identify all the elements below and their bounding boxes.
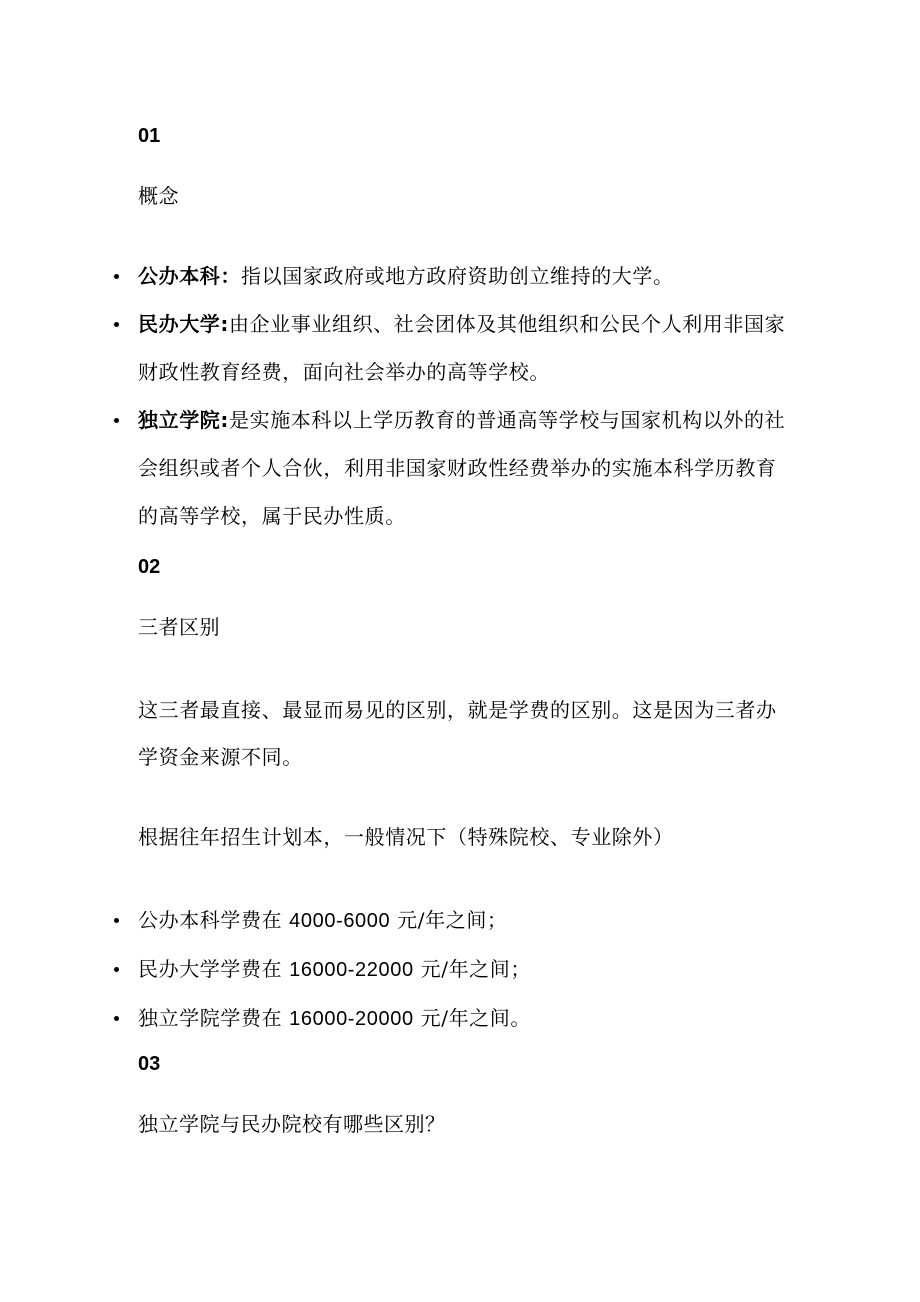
section-title: 独立学院与民办院校有哪些区别？ [138,1112,446,1136]
fee-prefix: 公办本科学费在 [138,908,290,932]
section-number: 01 [138,125,161,147]
bullet-icon [114,967,119,972]
paragraph: 这三者最直接、最显而易见的区别，就是学费的区别。这是因为三者办学资金来源不同。 [138,698,777,769]
bullet-icon [114,918,119,923]
term-label: 民办大学: [138,312,229,336]
fee-suffix: 元/年之间； [413,957,531,981]
fee-prefix: 独立学院学费在 [138,1006,290,1030]
term-definition: 指以国家政府或地方政府资助创立维持的大学。 [241,264,674,288]
paragraph: 根据往年招生计划本，一般情况下（特殊院校、专业除外） [138,825,674,849]
term-definition: 是实施本科以上学历教育的普通高等学校与国家机构以外的社会组织或者个人合伙，利用非国家财政性经费举办的实施本科学历教育的高等学校，属于民办性质。 [138,408,786,528]
section-title: 三者区别 [138,615,220,639]
fee-range: 16000-20000 [289,1008,414,1030]
bullet-icon [114,418,119,423]
fee-range: 4000-6000 [289,910,391,932]
fee-suffix: 元/年之间。 [413,1006,531,1030]
section-title: 概念 [138,184,179,208]
term-label: 独立学院: [138,408,229,432]
bullet-icon [114,322,119,327]
bullet-icon [114,274,119,279]
list-item [0,994,788,1043]
term-label: 公办本科： [138,264,241,288]
list-item [0,945,788,994]
list-item [0,252,788,300]
list-item [0,396,788,540]
fee-list [0,896,920,1043]
bullet-icon [114,1016,119,1021]
term-definition: 由企业事业组织、社会团体及其他组织和公民个人利用非国家财政性教育经费，面向社会举办的高等学校。 [138,312,786,384]
list-item [0,300,788,396]
section-number: 03 [138,1053,161,1075]
fee-prefix: 民办大学学费在 [138,957,290,981]
list-item [0,896,788,945]
fee-suffix: 元/年之间； [390,908,508,932]
fee-range: 16000-22000 [289,959,414,981]
section-number: 02 [138,556,161,578]
concept-list [0,252,920,540]
